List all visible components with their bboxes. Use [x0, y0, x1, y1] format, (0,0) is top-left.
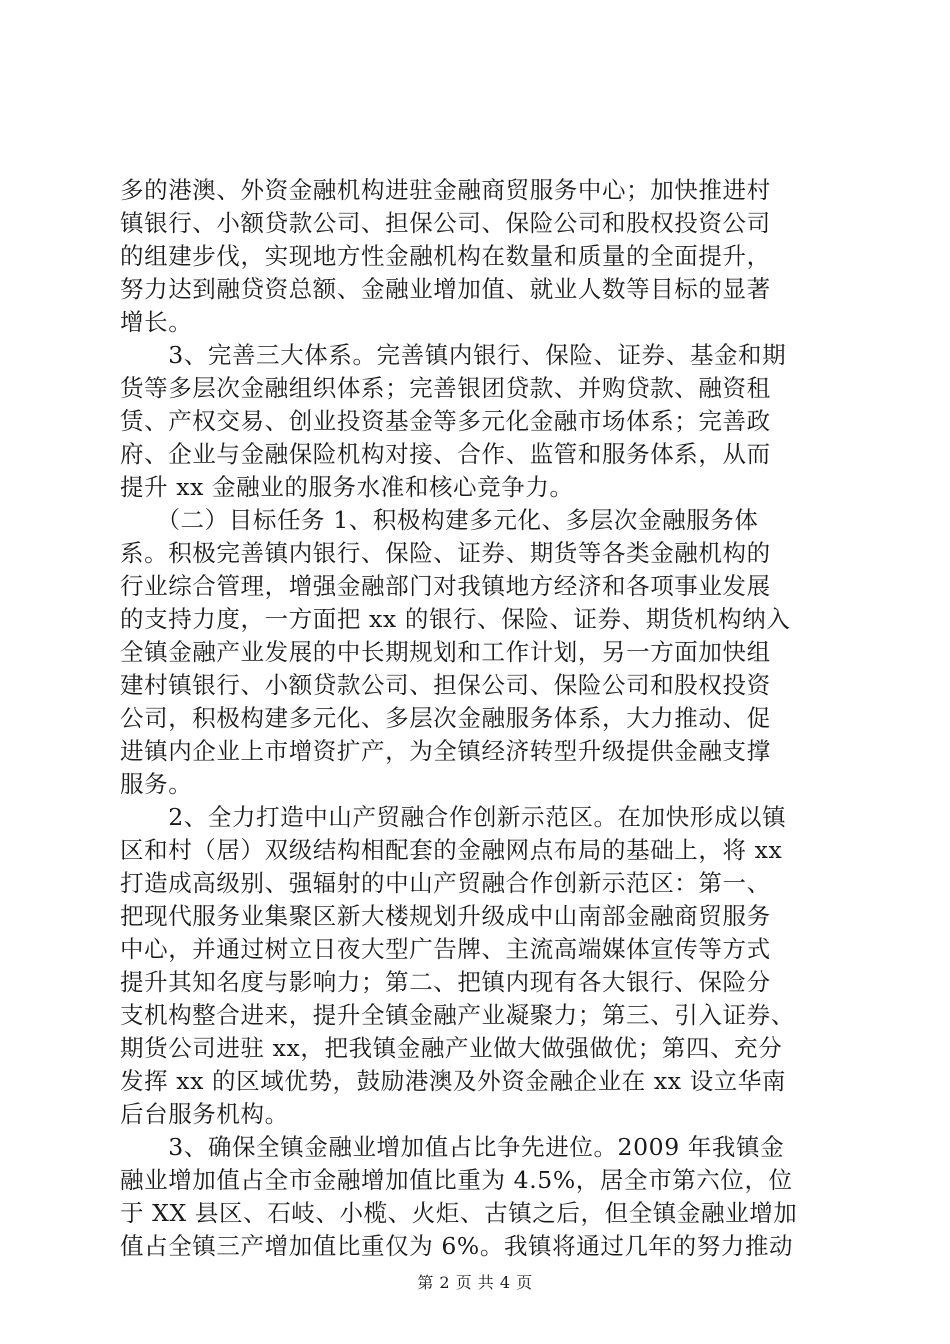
text-line: （二）目标任务 1、积极构建多元化、多层次金融服务体 [120, 506, 759, 534]
text-line: 货等多层次金融组织体系；完善银团贷款、并购贷款、融资租 [120, 374, 771, 402]
text-line: 支机构整合进来，提升全镇金融产业凝聚力；第三、引入证券、 [120, 1001, 795, 1029]
text-line: 中心，并通过树立日夜大型广告牌、主流高端媒体宣传等方式 [120, 935, 771, 963]
text-line: 后台服务机构。 [120, 1100, 289, 1128]
text-line: 发挥 xx 的区域优势，鼓励港澳及外资金融企业在 xx 设立华南 [120, 1067, 787, 1095]
text-line: 系。积极完善镇内银行、保险、证券、期货等各类金融机构的 [120, 539, 771, 567]
text-line: 的组建步伐，实现地方性金融机构在数量和质量的全面提升， [120, 242, 771, 270]
text-line: 增长。 [120, 308, 193, 336]
text-line: 于 XX 县区、石岐、小榄、火炬、古镇之后，但全镇金融业增加 [120, 1199, 798, 1227]
text-line: 努力达到融贷资总额、金融业增加值、就业人数等目标的显著 [120, 275, 771, 303]
text-line: 3、完善三大体系。完善镇内银行、保险、证券、基金和期 [120, 341, 787, 369]
text-line: 多的港澳、外资金融机构进驻金融商贸服务中心；加快推进村 [120, 176, 771, 204]
text-line: 府、企业与金融保险机构对接、合作、监管和服务体系，从而 [120, 440, 771, 468]
text-line: 提升 xx 金融业的服务水准和核心竞争力。 [120, 473, 574, 501]
text-line: 提升其知名度与影响力；第二、把镇内现有各大银行、保险分 [120, 968, 771, 996]
text-line: 镇银行、小额贷款公司、担保公司、保险公司和股权投资公司 [120, 209, 771, 237]
text-line: 赁、产权交易、创业投资基金等多元化金融市场体系；完善政 [120, 407, 771, 435]
text-line: 打造成高级别、强辐射的中山产贸融合作创新示范区：第一、 [120, 869, 771, 897]
text-line: 进镇内企业上市增资扩产，为全镇经济转型升级提供金融支撑 [120, 737, 771, 765]
text-line: 建村镇银行、小额贷款公司、担保公司、保险公司和股权投资 [120, 671, 771, 699]
text-line: 行业综合管理，增强金融部门对我镇地方经济和各项事业发展 [120, 572, 771, 600]
page-number: 第 2 页 共 4 页 [417, 1273, 533, 1292]
text-line: 2、全力打造中山产贸融合作创新示范区。在加快形成以镇 [120, 803, 787, 831]
text-line: 公司，积极构建多元化、多层次金融服务体系，大力推动、促 [120, 704, 771, 732]
text-line: 的支持力度，一方面把 xx 的银行、保险、证券、期货机构纳入 [120, 605, 791, 633]
text-line: 全镇金融产业发展的中长期规划和工作计划，另一方面加快组 [120, 638, 771, 666]
text-line: 期货公司进驻 xx，把我镇金融产业做大做强做优；第四、充分 [120, 1034, 783, 1062]
text-line: 把现代服务业集聚区新大楼规划升级成中山南部金融商贸服务 [120, 902, 771, 930]
text-line: 3、确保全镇金融业增加值占比争先进位。2009 年我镇金 [120, 1133, 785, 1161]
text-line: 值占全镇三产增加值比重仅为 6%。我镇将通过几年的努力推动 [120, 1232, 794, 1260]
text-line: 融业增加值占全市金融增加值比重为 4.5%，居全市第六位，位 [120, 1166, 793, 1194]
text-line: 服务。 [120, 770, 193, 798]
text-line: 区和村（居）双级结构相配套的金融网点布局的基础上，将 xx [120, 836, 783, 864]
